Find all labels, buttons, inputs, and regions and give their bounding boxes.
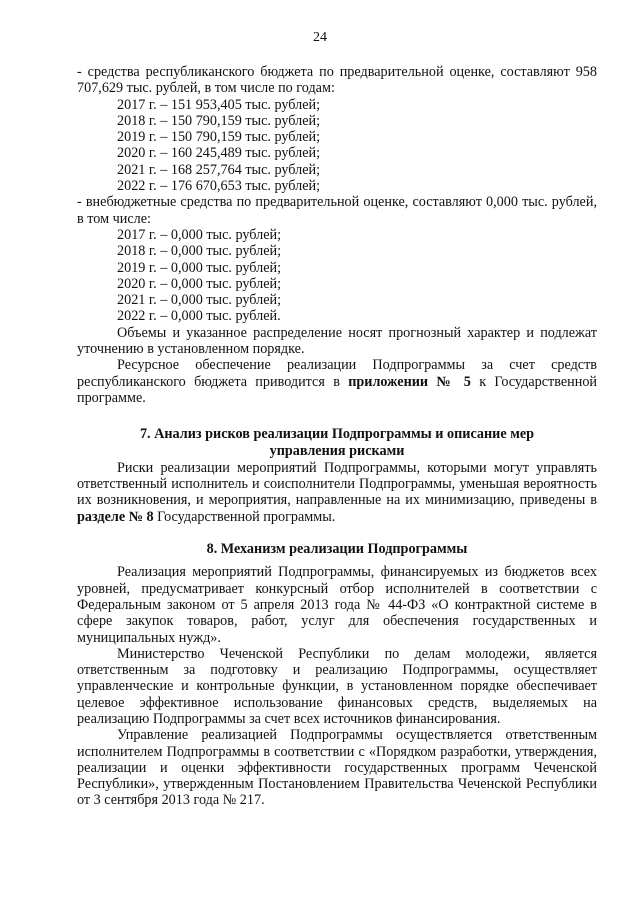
republic-budget-years-list (77, 97, 597, 195)
section-8-heading: 8. Механизм реализации Подпрограммы (206, 541, 468, 558)
list-item: 2022 г. – 176 670,653 тыс. рублей; (117, 178, 321, 195)
extrabudget-years-list (77, 227, 597, 325)
resource-text-after: к Государственной программе. (77, 373, 598, 406)
appendix-reference: приложении № 5 (348, 373, 471, 390)
resource-text-before: Ресурсное обеспечение реализации Подпрограммы за счет средств республиканского бюджета приводится в (77, 357, 597, 390)
section-7-heading: 7. Анализ рисков реализации Подпрограммы и описание мер управления рисками (139, 426, 535, 459)
extrabudget-intro: - внебюджетные средства по предварительной оценке, составляют 0,000 тыс. рублей, в том числе: (77, 194, 597, 227)
list-item: 2022 г. – 0,000 тыс. рублей. (117, 308, 281, 325)
section-reference: разделе № 8 (77, 508, 154, 525)
list-item: 2017 г. – 151 953,405 тыс. рублей; (117, 96, 321, 113)
section-7-text-after: Государственной программы. (153, 508, 336, 525)
section-8-paragraph-1: Реализация мероприятий Подпрограммы, финансируемых из бюджетов всех уровней, предусматривает конкурсный отбор исполнителей в соответствии с Федеральным законом от 5 апреля 2013 года № 44-ФЗ «О контрактной системе в сфере закупок товаров, работ, услуг для обеспечения государственных и муниципальных нужд». (77, 564, 597, 646)
section-8-paragraph-2: Министерство Чеченской Республики по делам молодежи, является ответственным за подготовку и реализацию Подпрограммы, осуществляет управленческие и контрольные функции, в установленном порядке обеспечивает целевое эффективное использование финансовых средств, выделяемых на реализацию Подпрограммы за счет всех источников финансирования. (77, 645, 597, 727)
republic-budget-intro: - средства республиканского бюджета по предварительной оценке, составляют 958 707,629 тыс. рублей, в том числе по годам: (77, 64, 597, 97)
list-item: 2019 г. – 150 790,159 тыс. рублей; (117, 129, 321, 146)
page-number: 24 (313, 30, 327, 45)
list-item: 2018 г. – 0,000 тыс. рублей; (117, 243, 282, 260)
list-item: 2021 г. – 0,000 тыс. рублей; (117, 292, 282, 309)
section-8-paragraph-3: Управление реализацией Подпрограммы осуществляется ответственным исполнителем Подпрограммы в соответствии с «Порядком разработки, утверждения, реализации и оценки эффективности государственных программ Чеченской Республики», утвержденным Постановлением Правительства Чеченской Республики от 3 сентября 2013 года № 217. (77, 727, 597, 809)
document-body (77, 64, 597, 809)
list-item: 2019 г. – 0,000 тыс. рублей; (117, 259, 282, 276)
list-item: 2020 г. – 160 245,489 тыс. рублей; (117, 145, 321, 162)
list-item: 2020 г. – 0,000 тыс. рублей; (117, 275, 282, 292)
section-7-paragraph (77, 460, 597, 525)
section-7-text-before: Риски реализации мероприятий Подпрограммы, которыми могут управлять ответственный исполнитель и соисполнители Подпрограммы, уменьшая вероятность их возникновения, и мероприятия, направленные на их минимизацию, приведены в (77, 459, 597, 509)
list-item: 2021 г. – 168 257,764 тыс. рублей; (117, 161, 321, 178)
list-item: 2017 г. – 0,000 тыс. рублей; (117, 226, 282, 243)
resource-paragraph (77, 357, 597, 406)
list-item: 2018 г. – 150 790,159 тыс. рублей; (117, 112, 321, 129)
volumes-paragraph: Объемы и указанное распределение носят прогнозный характер и подлежат уточнению в установленном порядке. (77, 324, 597, 358)
